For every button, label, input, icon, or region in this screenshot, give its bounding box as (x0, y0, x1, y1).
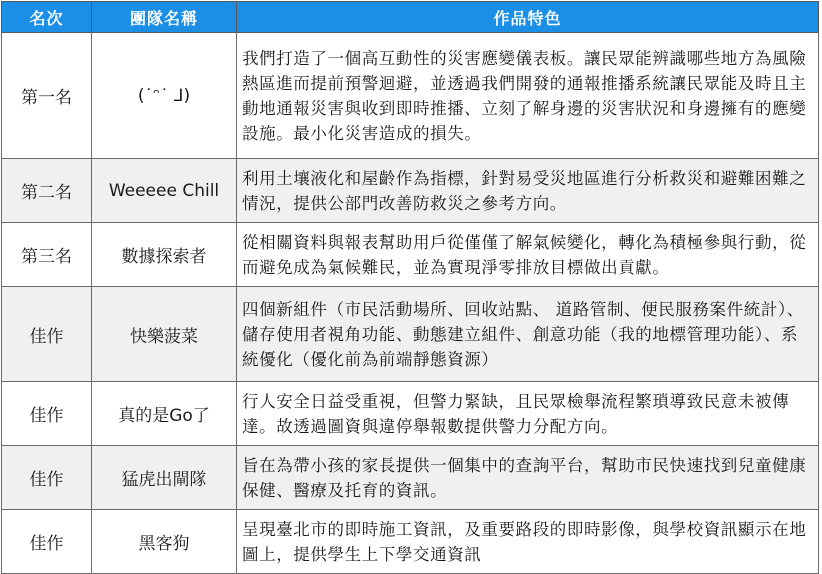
table-row (2, 159, 819, 223)
rank-cell: 第三名 (2, 223, 92, 287)
table-row (2, 287, 819, 382)
header-feature: 作品特色 (237, 2, 819, 33)
team-name-cell: 黑客狗 (92, 510, 237, 574)
rank-cell: 佳作 (2, 382, 92, 446)
team-name-cell: 真的是Go了 (92, 382, 237, 446)
table-header-row (2, 2, 819, 33)
header-team: 團隊名稱 (92, 2, 237, 33)
rank-cell: 第二名 (2, 159, 92, 223)
awards-table (1, 1, 819, 574)
team-name-cell: (˙ᵔ˙ ⅃) (92, 33, 237, 159)
feature-cell: 從相關資料與報表幫助用戶從僅僅了解氣候變化，轉化為積極參與行動，從而避免成為氣候難民，並為實現淨零排放目標做出貢獻。 (237, 223, 819, 287)
table-row (2, 33, 819, 159)
rank-cell: 佳作 (2, 446, 92, 510)
feature-cell: 旨在為帶小孩的家長提供一個集中的查詢平台，幫助市民快速找到兒童健康保健、醫療及托育的資訊。 (237, 446, 819, 510)
team-name-cell: 猛虎出閘隊 (92, 446, 237, 510)
feature-cell: 我們打造了一個高互動性的災害應變儀表板。讓民眾能辨識哪些地方為風險熱區進而提前預警迴避，並透過我們開發的通報推播系統讓民眾能及時且主動地通報災害與收到即時推播、立刻了解身邊的災害狀況和身邊擁有的應變設施。最小化災害造成的損失。 (237, 33, 819, 159)
team-name-cell: 快樂菠菜 (92, 287, 237, 382)
feature-cell: 行人安全日益受重視，但警力緊缺，且民眾檢舉流程繁瑣導致民意未被傳達。故透過圖資與違停舉報數提供警力分配方向。 (237, 382, 819, 446)
feature-cell: 四個新組件（市民活動場所、回收站點、 道路管制、便民服務案件統計）、儲存使用者視角功能、動態建立組件、創意功能（我的地標管理功能）、系統優化（優化前為前端靜態資源） (237, 287, 819, 382)
rank-cell: 佳作 (2, 287, 92, 382)
table-row (2, 446, 819, 510)
feature-cell: 利用土壤液化和屋齡作為指標，針對易受災地區進行分析救災和避難困難之情況，提供公部門改善防救災之參考方向。 (237, 159, 819, 223)
table-row (2, 223, 819, 287)
team-name-cell: Weeeee Chill (92, 159, 237, 223)
rank-cell: 佳作 (2, 510, 92, 574)
table-row (2, 510, 819, 574)
rank-cell: 第一名 (2, 33, 92, 159)
team-name-cell: 數據探索者 (92, 223, 237, 287)
table-row (2, 382, 819, 446)
header-rank: 名次 (2, 2, 92, 33)
feature-cell: 呈現臺北市的即時施工資訊，及重要路段的即時影像，與學校資訊顯示在地圖上，提供學生上下學交通資訊 (237, 510, 819, 574)
